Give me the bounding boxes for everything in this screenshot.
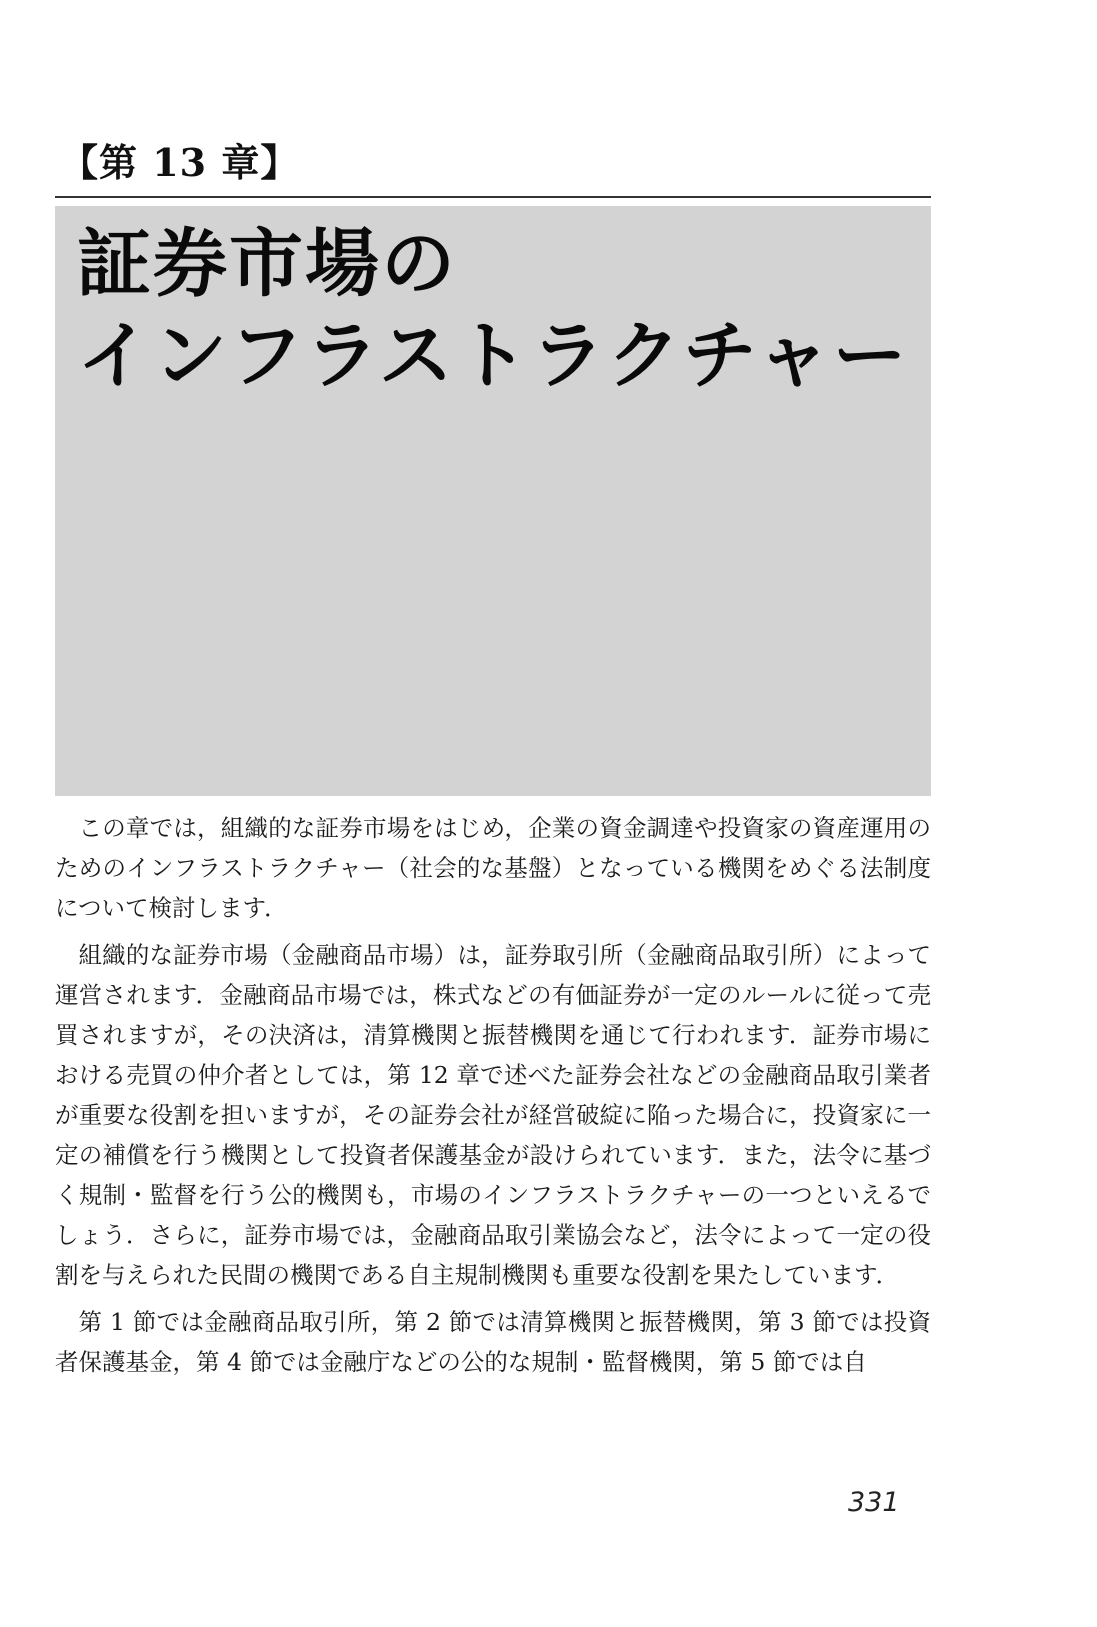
chapter-title-line-1: 証券市場の	[77, 221, 457, 307]
chapter-title-line-2: インフラストラクチャー	[77, 313, 909, 399]
paragraph-sections: 第 1 節では金融商品取引所，第 2 節では清算機関と振替機関，第 3 節では投資者保護基金，第 4 節では金融庁などの公的な規制・監督機関，第 5 節では自	[55, 1308, 931, 1376]
chapter-divider	[55, 196, 931, 198]
body-text	[55, 808, 931, 1389]
chapter-title	[77, 218, 909, 402]
page-number: 331	[848, 1487, 900, 1518]
chapter-label: 【第 13 章】	[60, 140, 300, 185]
paragraph-overview: 組織的な証券市場（金融商品市場）は，証券取引所（金融商品取引所）によって運営されます．金融商品市場では，株式などの有価証券が一定のルールに従って売買されますが，その決済は，清算機関と振替機関を通じて行われます．証券市場における売買の仲介者としては，第 12 章で述べた証券会社などの金融商品取引業者が重要な役割を担いますが，その証券会社が経営破綻に陥った場合に，投資家に一定の補償を行う機関として投資者保護基金が設けられています．また，法令に基づく規制・監督を行う公的機関も，市場のインフラストラクチャーの一つといえるでしょう．さらに，証券市場では，金融商品取引業協会など，法令によって一定の役割を与えられた民間の機関である自主規制機関も重要な役割を果たしています．	[55, 941, 931, 1289]
chapter-title-panel	[55, 206, 931, 796]
paragraph-intro: この章では，組織的な証券市場をはじめ，企業の資金調達や投資家の資産運用のためのインフラストラクチャー（社会的な基盤）となっている機関をめぐる法制度について検討します．	[55, 814, 931, 922]
